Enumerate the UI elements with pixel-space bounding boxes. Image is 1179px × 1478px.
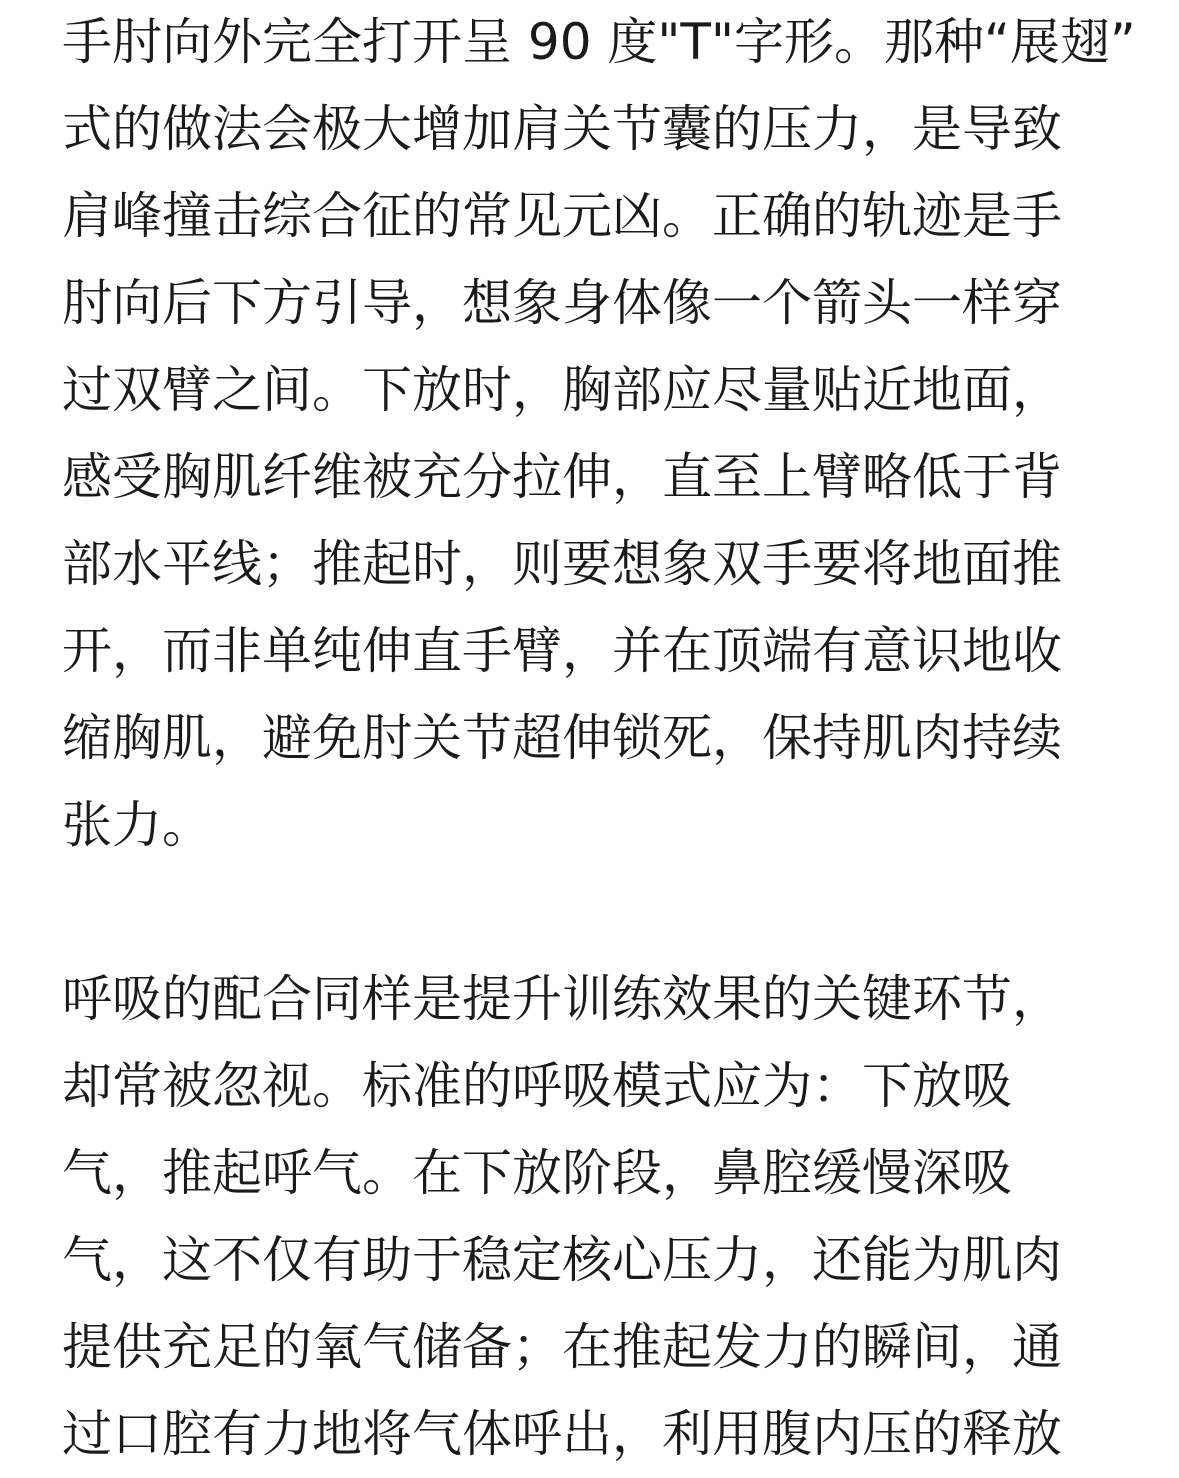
text-line: 气，推起呼气。在下放阶段，鼻腔缓慢深吸 [62,1144,1012,1202]
text-line: 开，而非单纯伸直手臂，并在顶端有意识地收 [62,622,1062,680]
text-line: 呼吸的配合同样是提升训练效果的关键环节， [62,970,1062,1028]
text-line: 缩胸肌，避免肘关节超伸锁死，保持肌肉持续 [62,709,1062,767]
paragraph-breathing [62,956,1120,1478]
text-line: 肘向后下方引导，想象身体像一个箭头一样穿 [62,274,1062,332]
text-line: 张力。 [62,796,212,854]
text-line: 式的做法会极大增加肩关节囊的压力，是导致 [62,100,1062,158]
text-line: 气，这不仅有助于稳定核心压力，还能为肌肉 [62,1231,1062,1289]
text-line: 却常被忽视。标准的呼吸模式应为：下放吸 [62,1057,1012,1115]
text-line: 提供充足的氧气储备；在推起发力的瞬间，通 [62,1318,1062,1376]
text-line: 感受胸肌纤维被充分拉伸，直至上臂略低于背 [62,448,1062,506]
article-body [62,0,1136,1478]
text-line: 肩峰撞击综合征的常见元凶。正确的轨迹是手 [62,187,1062,245]
paragraph-form-technique [62,0,1136,869]
text-line: 部水平线；推起时，则要想象双手要将地面推 [62,535,1062,593]
text-line: 过双臂之间。下放时，胸部应尽量贴近地面， [62,361,1062,419]
text-line: 过口腔有力地将气体呼出，利用腹内压的释放 [62,1405,1062,1463]
text-line: 手肘向外完全打开呈 90 度"T"字形。那种“展翅” [62,13,1136,71]
